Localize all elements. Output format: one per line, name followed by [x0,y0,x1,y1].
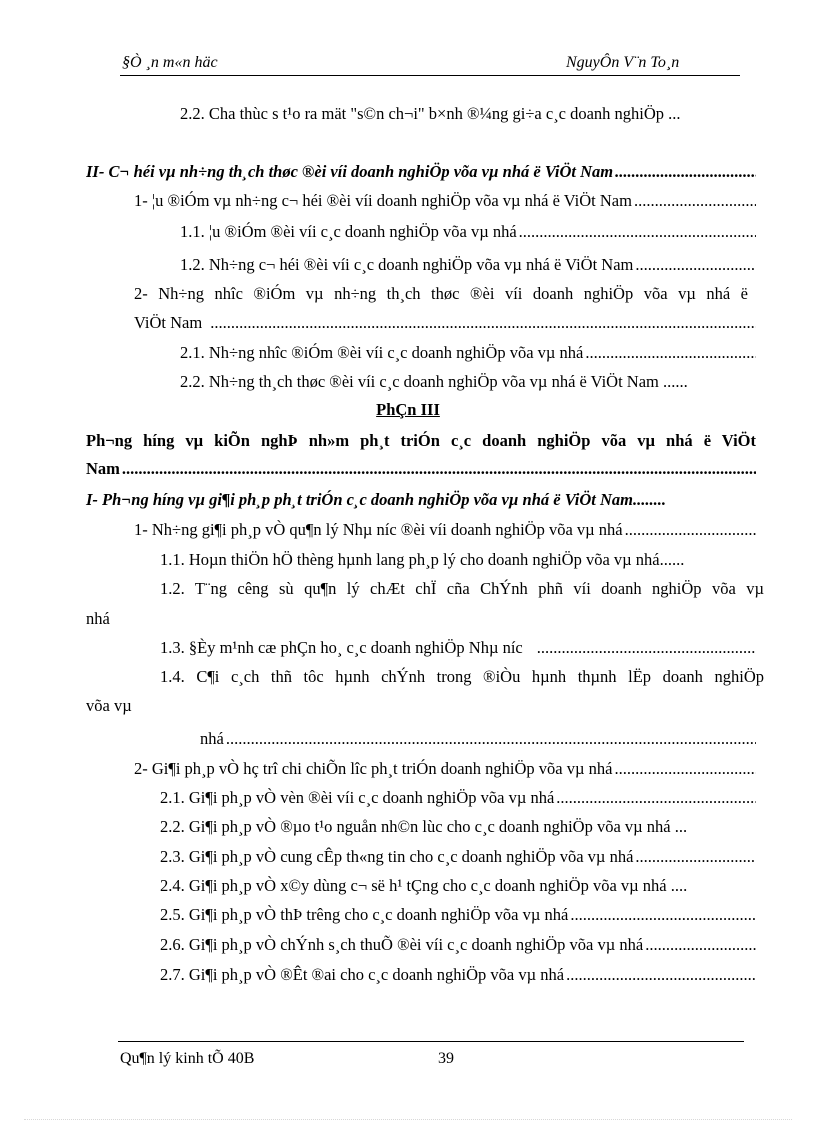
toc-entry[interactable] [86,458,756,480]
footer-left: Qu¶n lý kinh tÕ 40B [120,1050,255,1067]
toc-entry[interactable] [134,519,756,541]
toc-entry-line1[interactable]: Ph¬ng híng vµ kiÕn nghÞ nh»m ph¸t triÓn c¸c doanh nghiÖp võa vµ nhá ë ViÖt [86,431,756,450]
dot-leader [615,161,756,183]
toc-entry[interactable] [134,758,756,780]
dot-leader [210,312,756,334]
toc-entry-title: 1.1. ¦u ®iÓm ®èi víi c¸c doanh nghiÖp võa vµ nhá [180,222,517,241]
header-right: NguyÔn V¨n To¸n [566,54,680,71]
toc-entry-title: 2.3. Gi¶i ph¸p vÒ cung cÊp th«ng tin cho c¸c doanh nghiÖp võa vµ nhá [160,847,634,866]
dot-leader [634,190,756,212]
toc-entry-line1[interactable]: 1.2. T¨ng cêng sù qu¶n lý chÆt chÏ cña ChÝnh phñ víi doanh nghiÖp võa vµ [160,579,764,598]
toc-entry-title: 1- ¦u ®iÓm vµ nh÷ng c¬ héi ®èi víi doanh nghiÖp võa vµ nhá ë ViÖt Nam [134,191,632,210]
toc-entry[interactable] [134,312,756,334]
toc-entry[interactable] [180,342,756,364]
toc-entry-title: 1.3. §Èy m¹nh cæ phÇn ho¸ c¸c doanh nghiÖp Nhµ níc [160,638,523,657]
toc-entry-title: nhá [200,729,224,748]
toc-entry[interactable] [200,728,756,750]
dot-leader [122,458,756,480]
dot-leader [566,964,756,986]
toc-entry[interactable]: I- Ph¬ng híng vµ gi¶i ph¸p ph¸t triÓn c¸c doanh nghiÖp võa vµ nhá ë ViÖt Nam........ [86,490,666,509]
page-edge [24,1119,792,1120]
toc-entry[interactable] [180,221,756,243]
part-heading: PhÇn III [376,400,440,419]
toc-entry[interactable] [86,161,756,183]
header-rule [120,75,740,76]
toc-entry-line1[interactable]: 1.4. C¶i c¸ch thñ tôc hµnh chÝnh trong ®iÒu hµnh thµnh lËp doanh nghiÖp [160,667,764,686]
toc-entry-line2: nhá [86,609,110,628]
toc-entry[interactable]: 2.4. Gi¶i ph¸p vÒ x©y dùng c¬ së h¹ tÇng cho c¸c doanh nghiÖp võa vµ nhá .... [160,876,688,895]
header-left: §Ò ¸n m«n häc [122,54,218,71]
dot-leader [556,787,756,809]
toc-entry[interactable] [180,254,756,276]
toc-entry[interactable] [160,904,756,926]
toc-entry-title: 2.7. Gi¶i ph¸p vÒ ®Êt ®ai cho c¸c doanh nghiÖp võa vµ nhá [160,965,565,984]
toc-entry-line1[interactable]: 2- Nh÷ng nhîc ®iÓm vµ nh÷ng th¸ch thøc ®èi víi doanh nghiÖp võa vµ nhá ë [134,284,748,303]
dot-leader [226,728,756,750]
dot-leader [635,846,756,868]
toc-entry[interactable] [160,846,756,868]
dot-leader [625,519,756,541]
dot-leader [519,221,756,243]
toc-entry-title: 2.5. Gi¶i ph¸p vÒ thÞ trêng cho c¸c doanh nghiÖp võa vµ nhá [160,905,569,924]
toc-entry-title: 2- Gi¶i ph¸p vÒ hç trî chi chiÕn lîc ph¸t triÓn doanh nghiÖp võa vµ nhá [134,759,613,778]
dot-leader [570,904,756,926]
dot-leader [635,254,756,276]
toc-entry-title: 1- Nh÷ng gi¶i ph¸p vÒ qu¶n lý Nhµ níc ®èi víi doanh nghiÖp võa vµ nhá [134,520,623,539]
toc-entry[interactable]: 2.2. Nh÷ng th¸ch thøc ®èi víi c¸c doanh nghiÖp võa vµ nhá ë ViÖt Nam ...... [180,372,688,391]
footer-rule [118,1041,744,1042]
toc-entry[interactable]: 1.1. Hoµn thiÖn hÖ thèng hµnh lang ph¸p lý cho doanh nghiÖp võa vµ nhá...... [160,550,685,569]
toc-entry-title: 2.1. Gi¶i ph¸p vÒ vèn ®èi víi c¸c doanh nghiÖp võa vµ nhá [160,788,555,807]
toc-entry[interactable] [160,964,756,986]
page-number: 39 [438,1050,454,1067]
toc-entry[interactable] [134,190,756,212]
toc-entry[interactable] [160,787,756,809]
toc-entry[interactable]: 2.2. Cha thùc s t¹o ra mät "s©n ch¬i" b×nh ®¼ng gi÷a c¸c doanh nghiÖp ... [180,104,681,123]
toc-entry-title: 2.1. Nh÷ng nhîc ®iÓm ®èi víi c¸c doanh nghiÖp võa vµ nhá [180,343,584,362]
toc-entry[interactable]: 2.2. Gi¶i ph¸p vÒ ®µo t¹o nguån nh©n lùc cho c¸c doanh nghiÖp võa vµ nhá ... [160,817,688,836]
toc-entry-line2: võa vµ [86,696,132,715]
dot-leader [537,637,756,659]
toc-entry-title: 1.2. Nh÷ng c¬ héi ®èi víi c¸c doanh nghiÖp võa vµ nhá ë ViÖt Nam [180,255,634,274]
toc-entry[interactable] [160,637,756,659]
dot-leader [645,934,756,956]
toc-entry[interactable] [160,934,756,956]
dot-leader [585,342,756,364]
toc-entry-title: Nam [86,459,120,478]
toc-entry-title: ViÖt Nam [134,313,203,332]
toc-entry-title: II- C¬ héi vµ nh÷ng th¸ch thøc ®èi víi doanh nghiÖp võa vµ nhá ë ViÖt Nam [86,162,614,181]
toc-entry-title: 2.6. Gi¶i ph¸p vÒ chÝnh s¸ch thuÕ ®èi víi c¸c doanh nghiÖp võa vµ nhá [160,935,644,954]
dot-leader [614,758,756,780]
